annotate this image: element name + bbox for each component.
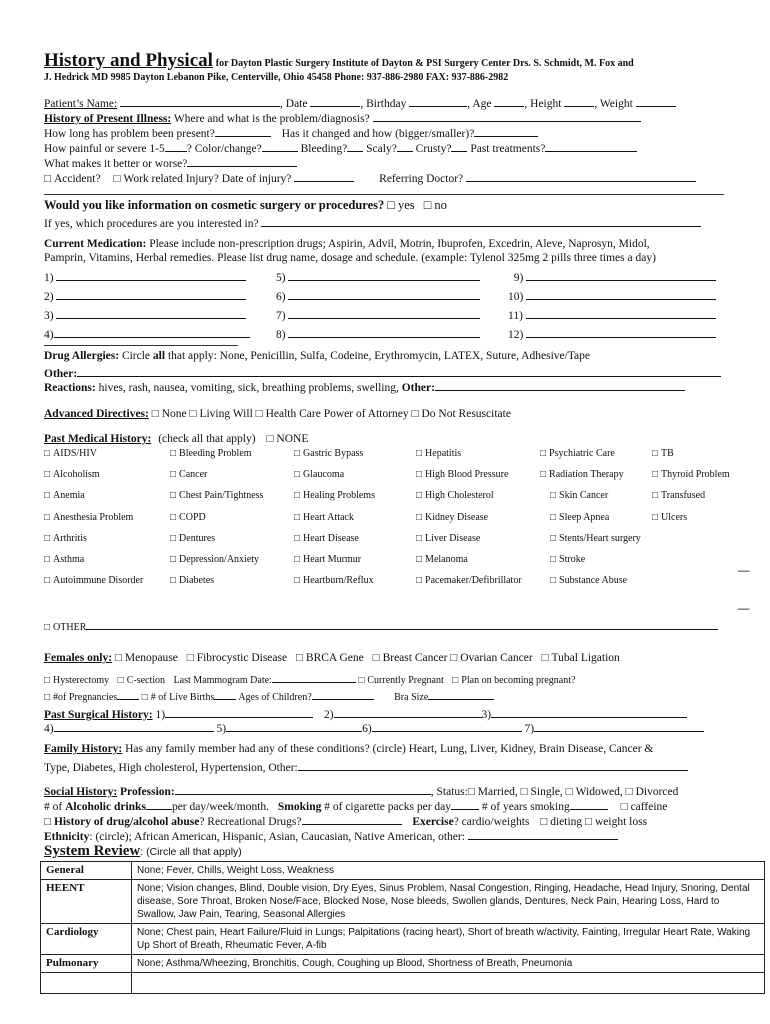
directives-row (44, 408, 511, 420)
header-line1: for Dayton Plastic Surgery Institute of Dayton & PSI Surgery Center Drs. S. Schmidt, M. Fox and (215, 58, 634, 69)
system-review-row (41, 880, 765, 924)
better-worse-question: What makes it better or worse? (44, 158, 188, 170)
treatments-question: Past treatments? (470, 143, 546, 155)
live-births-label: □ # of Live Births (142, 692, 215, 703)
medical-history-heading: Past Medical History: (44, 433, 152, 445)
condition-checkbox[interactable]: □ Melanoma (416, 554, 468, 565)
years-field[interactable] (570, 797, 608, 810)
bleeding-question: Bleeding? (300, 143, 348, 155)
exercise-label: Exercise (412, 816, 454, 828)
med-num: 6) (276, 291, 286, 303)
system-review-row (41, 862, 765, 880)
exercise-options: ? cardio/weights (453, 816, 530, 828)
alcohol-label-a: # of (44, 801, 63, 813)
ethnicity-label: Ethnicity (44, 831, 90, 843)
work-injury-checkbox[interactable]: □ Work related Injury? Date of injury? (113, 173, 291, 185)
condition-checkbox[interactable]: □ Heartburn/Reflux (294, 575, 374, 586)
medication-field[interactable] (56, 268, 246, 281)
surgery-field[interactable] (491, 705, 687, 718)
form-header (44, 50, 634, 72)
bleeding-field[interactable] (347, 139, 363, 152)
system-category: General (41, 862, 132, 880)
medication-heading: Current Medication: (44, 238, 147, 250)
surgery-field[interactable] (334, 705, 482, 718)
system-symptoms[interactable]: None; Chest pain, Heart Failure/Fluid in Lungs; Palpitations (racing heart), Short of breath w/activity, Fainting, Irregular Heart Rate, Waking Up Short of Breath, Rheumatic Fever, A-fib (132, 924, 765, 955)
fibrocystic-checkbox[interactable]: □ Fibrocystic Disease (187, 652, 287, 664)
divorced-checkbox[interactable]: □ Divorced (626, 786, 679, 798)
age-label: , Age (467, 98, 492, 110)
allergies-row (44, 350, 590, 362)
system-review-row (41, 973, 765, 994)
medication-text1: Please include non-prescription drugs; Aspirin, Advil, Motrin, Ibuprofen, Excedrin, Aleve, Naprosyn, Midol, (149, 238, 650, 250)
date-field[interactable] (310, 94, 360, 107)
allergies-other-field[interactable] (77, 364, 721, 377)
directive-poa-checkbox[interactable]: □ Health Care Power of Attorney (256, 408, 409, 420)
reactions-row (44, 378, 685, 394)
cosmetic-question: Would you like information on cosmetic surgery or procedures? (44, 198, 385, 212)
social-row3 (44, 812, 647, 828)
condition-checkbox[interactable]: □ Asthma (44, 554, 84, 565)
brca-checkbox[interactable]: □ BRCA Gene (296, 652, 364, 664)
condition-checkbox[interactable]: □ High Cholesterol (416, 490, 494, 501)
duration-question: How long has problem been present? (44, 128, 215, 140)
widowed-checkbox[interactable]: □ Widowed (566, 786, 620, 798)
condition-checkbox[interactable]: □ Bleeding Problem (170, 448, 252, 459)
med-num: 12) (508, 329, 524, 341)
system-symptoms[interactable] (132, 973, 765, 994)
medication-field[interactable] (526, 287, 716, 300)
females-row1 (44, 652, 620, 664)
condition-checkbox[interactable]: □ Pacemaker/Defibrillator (416, 575, 522, 586)
pain-field[interactable] (165, 139, 187, 152)
condition-checkbox[interactable]: □ Hepatitis (416, 448, 461, 459)
breast-cancer-checkbox[interactable]: □ Breast Cancer (373, 652, 448, 664)
abuse-checkbox[interactable]: □ History of drug/alcohol abuse (44, 816, 199, 828)
condition-checkbox[interactable]: □ Transfused (652, 490, 705, 501)
change-question: Has it changed and how (bigger/smaller)? (281, 128, 475, 140)
condition-checkbox[interactable]: □ Radiation Therapy (540, 469, 624, 480)
condition-checkbox[interactable]: □ Autoimmune Disorder (44, 575, 143, 586)
condition-checkbox[interactable]: □ Gastric Bypass (294, 448, 363, 459)
present-illness-q6 (44, 169, 696, 185)
condition-checkbox[interactable]: □ Stroke (550, 554, 585, 565)
mammogram-field[interactable] (272, 670, 356, 683)
present-illness-q5 (44, 154, 297, 170)
directive-dnr-checkbox[interactable]: □ Do Not Resuscitate (412, 408, 511, 420)
tubal-ligation-checkbox[interactable]: □ Tubal Ligation (542, 652, 620, 664)
family-text1: Has any family member had any of these conditions? (circle) Heart, Lung, Liver, Kidney, Brain Disease, Cancer & (125, 743, 654, 755)
surg-num: 2) (323, 709, 334, 721)
system-review-note: : (Circle all that apply) (140, 846, 242, 858)
medication-field[interactable] (526, 268, 716, 281)
medical-other-checkbox[interactable]: □ OTHER (44, 622, 86, 633)
pregnancies-label: □ #of Pregnancies (44, 692, 117, 703)
allergies-text-a: Circle (121, 350, 151, 362)
alcohol-label-b: Alcoholic drinks (65, 801, 146, 813)
females-heading: Females only: (44, 652, 113, 664)
csection-checkbox[interactable]: □ C-section (118, 675, 165, 686)
med-num: 7) (276, 310, 286, 322)
condition-checkbox[interactable]: □ Skin Cancer (550, 490, 608, 501)
alcohol-label-c: per day/week/month. (171, 801, 270, 813)
color-field[interactable] (262, 139, 298, 152)
allergies-text-all: all (152, 350, 166, 362)
ethnicity-other-field[interactable] (468, 827, 618, 840)
allergies-other-label: Other: (44, 368, 78, 380)
cosmetic-no-checkbox[interactable]: □ no (424, 198, 447, 212)
surgery-field[interactable] (165, 705, 313, 718)
change-field[interactable] (474, 124, 538, 137)
condition-checkbox[interactable]: □ Anemia (44, 490, 85, 501)
condition-checkbox[interactable]: □ Substance Abuse (550, 575, 627, 586)
system-review-heading-row (44, 843, 242, 860)
problem-field[interactable] (373, 109, 641, 122)
years-label: # of years smoking (481, 801, 570, 813)
condition-checkbox[interactable]: □ Anesthesia Problem (44, 512, 133, 523)
plan-pregnant-checkbox[interactable]: □ Plan on becoming pregnant? (452, 675, 575, 686)
medication-col1 (44, 268, 250, 344)
reactions-list: hives, rash, nausea, vomiting, sick, breathing problems, swelling, (98, 382, 399, 394)
medication-field[interactable] (288, 325, 480, 338)
treatments-field[interactable] (545, 139, 637, 152)
surg-num: 1) (155, 709, 166, 721)
condition-checkbox[interactable]: □ Ulcers (652, 512, 687, 523)
patient-name-label: Patient’s Name: (44, 98, 118, 110)
date-label: , Date (280, 98, 308, 110)
condition-checkbox[interactable]: □ COPD (170, 512, 206, 523)
medication-field[interactable] (526, 325, 716, 338)
condition-checkbox[interactable]: □ AIDS/HIV (44, 448, 97, 459)
present-illness-q2 (44, 124, 538, 140)
procedures-field[interactable] (261, 214, 701, 227)
surgery-field[interactable] (54, 719, 214, 732)
surg-num: 3) (481, 709, 492, 721)
medical-history-heading-row (44, 433, 308, 445)
med-num: 4) (44, 329, 54, 341)
scaly-field[interactable] (397, 139, 413, 152)
pregnant-checkbox[interactable]: □ Currently Pregnant (358, 675, 443, 686)
cosmetic-followup-row (44, 214, 701, 230)
medication-text2: Pamprin, Vitamins, Herbal remedies. Please list drug name, dosage and schedule. (example: Tylenol 325mg 2 pills three times a day) (44, 252, 656, 264)
packs-field[interactable] (451, 797, 479, 810)
condition-checkbox[interactable]: □ Psychiatric Care (540, 448, 615, 459)
condition-checkbox[interactable]: □ Heart Disease (294, 533, 359, 544)
allergies-heading: Drug Allergies: (44, 350, 120, 362)
condition-checkbox[interactable]: □ Heart Attack (294, 512, 354, 523)
accident-checkbox[interactable]: □ Accident? (44, 173, 101, 185)
system-review-heading: System Review (44, 843, 141, 859)
med-num: 9) (513, 272, 524, 284)
mammogram-label: Last Mammogram Date: (173, 675, 272, 686)
pain-question: How painful or severe 1-5 (44, 143, 165, 155)
med-num: 8) (276, 329, 286, 341)
hysterectomy-checkbox[interactable]: □ Hysterectomy (44, 675, 109, 686)
medication-field[interactable] (526, 306, 716, 319)
birthday-label: , Birthday (360, 98, 407, 110)
condition-checkbox[interactable]: □ Thyroid Problem (652, 469, 730, 480)
med-num: 5) (276, 272, 286, 284)
divider (44, 345, 238, 346)
cosmetic-yes-checkbox[interactable]: □ yes (387, 198, 414, 212)
menopause-checkbox[interactable]: □ Menopause (115, 652, 178, 664)
surgery-field[interactable] (226, 719, 362, 732)
condition-checkbox[interactable]: □ Cancer (170, 469, 207, 480)
bra-label: Bra Size (394, 692, 429, 703)
pregnancies-field[interactable] (117, 687, 139, 700)
referring-doctor-label: Referring Doctor? (379, 173, 464, 185)
condition-checkbox[interactable]: □ Liver Disease (416, 533, 480, 544)
reactions-other-field[interactable] (435, 378, 685, 391)
medication-col2 (276, 268, 480, 344)
reactions-other-label: Other: (401, 382, 435, 394)
females-row3 (44, 687, 494, 703)
medication-field[interactable] (288, 306, 480, 319)
med-num: 11) (508, 310, 523, 322)
cosmetic-followup: If yes, which procedures are you interested in? (44, 218, 259, 230)
social-heading: Social History: (44, 786, 118, 798)
patient-info-row (44, 94, 676, 110)
crusty-question: Crusty? (415, 143, 452, 155)
ethnicity-row (44, 827, 618, 843)
weight-loss-checkbox[interactable]: □ weight loss (585, 816, 647, 828)
cosmetic-question-row (44, 198, 447, 213)
med-num: 3) (44, 310, 54, 322)
condition-checkbox[interactable]: □ Dentures (170, 533, 215, 544)
system-category: Pulmonary (41, 955, 132, 973)
family-row2 (44, 758, 688, 774)
medication-text1-row (44, 238, 650, 250)
smoking-label: Smoking (277, 801, 322, 813)
condition-checkbox[interactable]: □ Diabetes (170, 575, 214, 586)
medical-history-note: (check all that apply) (158, 433, 256, 445)
weight-field[interactable] (636, 94, 676, 107)
recreational-field[interactable] (302, 812, 402, 825)
margin-mark: — (738, 603, 750, 615)
med-num: 2) (44, 291, 54, 303)
medication-field[interactable] (54, 325, 250, 338)
condition-checkbox[interactable]: □ Stents/Heart surgery (550, 533, 641, 544)
divider (44, 194, 724, 195)
birthday-field[interactable] (409, 94, 467, 107)
medication-field[interactable] (56, 287, 246, 300)
medical-none-checkbox[interactable]: □ NONE (266, 433, 308, 445)
medical-other-field[interactable] (86, 617, 718, 630)
crusty-field[interactable] (451, 139, 467, 152)
medical-other-row (44, 617, 718, 633)
margin-mark: — (738, 565, 750, 577)
color-question: ? Color/change? (186, 143, 262, 155)
condition-checkbox[interactable]: □ Healing Problems (294, 490, 375, 501)
family-text2: Type, Diabetes, High cholesterol, Hypertension, Other: (44, 762, 298, 774)
condition-checkbox[interactable]: □ Alcoholism (44, 469, 100, 480)
social-row1: Social History: Profession: , Status:□ Married, □ Single, □ Widowed, □ Divorced (44, 782, 678, 798)
system-review-table (40, 861, 765, 994)
header-line2: J. Hedrick MD 9985 Dayton Lebanon Pike, Centerville, Ohio 45458 Phone: 937-886-2980 FAX: 937-886-2982 (44, 72, 509, 83)
medication-col3 (508, 268, 716, 344)
profession-label: Profession: (120, 786, 175, 798)
present-illness-q4 (44, 139, 637, 155)
system-symptoms[interactable]: None; Asthma/Wheezing, Bronchitis, Cough, Coughing up Blood, Shortness of Breath, Pneumonia (132, 955, 765, 973)
reactions-label: Reactions: (44, 382, 96, 394)
weight-label: , Weight (594, 98, 633, 110)
females-row2 (44, 670, 575, 686)
injury-date-field[interactable] (294, 169, 354, 182)
surg-num: 5) (216, 723, 227, 735)
married-checkbox[interactable]: □ Married (468, 786, 515, 798)
live-births-field[interactable] (214, 687, 236, 700)
present-illness-heading: History of Present Illness: (44, 113, 172, 125)
height-label: , Height (524, 98, 562, 110)
smoking-packs-label: # of cigarette packs per day (324, 801, 452, 813)
ethnicity-text: : (circle); African American, Hispanic, Asian, Caucasian, Native American, other: (89, 831, 465, 843)
med-num: 1) (44, 272, 54, 284)
bra-field[interactable] (428, 687, 494, 700)
directive-living-will-checkbox[interactable]: □ Living Will (190, 408, 253, 420)
system-category: HEENT (41, 880, 132, 924)
surgery-field[interactable] (372, 719, 522, 732)
recreational-label: ? Recreational Drugs? (199, 816, 302, 828)
condition-checkbox[interactable]: □ High Blood Pressure (416, 469, 508, 480)
directives-heading: Advanced Directives: (44, 408, 149, 420)
medication-field[interactable] (288, 287, 480, 300)
system-category (41, 973, 132, 994)
single-checkbox[interactable]: □ Single (521, 786, 560, 798)
condition-checkbox[interactable]: □ Kidney Disease (416, 512, 488, 523)
present-illness-q1 (44, 109, 641, 125)
better-worse-field[interactable] (187, 154, 297, 167)
social-row2 (44, 797, 667, 813)
referring-doctor-field[interactable] (466, 169, 696, 182)
system-category: Cardiology (41, 924, 132, 955)
surg-num: 4) (44, 723, 54, 735)
condition-checkbox[interactable]: □ Depression/Anxiety (170, 554, 259, 565)
system-review-row (41, 955, 765, 973)
condition-checkbox[interactable]: □ Heart Murmur (294, 554, 361, 565)
family-heading: Family History: (44, 743, 123, 755)
duration-field[interactable] (215, 124, 271, 137)
alcohol-field[interactable] (146, 797, 172, 810)
allergies-list: that apply: None, Penicillin, Sulfa, Codeine, Erythromycin, LATEX, Suture, Adhesive/Tape (167, 350, 590, 362)
med-num: 10) (508, 291, 524, 303)
height-field[interactable] (564, 94, 594, 107)
condition-checkbox[interactable]: □ Arthritis (44, 533, 87, 544)
condition-checkbox[interactable]: □ TB (652, 448, 674, 459)
problem-question: Where and what is the problem/diagnosis? (173, 113, 370, 125)
dieting-checkbox[interactable]: □ dieting (540, 816, 582, 828)
medication-field[interactable] (56, 306, 246, 319)
caffeine-checkbox[interactable]: □ caffeine (621, 801, 668, 813)
surgical-heading: Past Surgical History: (44, 709, 153, 721)
surgical-row2 (44, 719, 704, 735)
directive-none-checkbox[interactable]: □ None (152, 408, 187, 420)
surg-num: 6) (362, 723, 372, 735)
system-symptoms[interactable]: None; Vision changes, Blind, Double vision, Dry Eyes, Sinus Problem, Nasal Congestion, Ringing, Headache, Head Injury, Snoring, Dental disease, Sore Throat, Broken Nose/Face, Blocked Nose, Nose bleeds, Swollen glands, Dentures, Neck Pain, Hearing Loss, Hard to Swallow, Jaw Pain, Tearing, Seasonal Allergies (132, 880, 765, 924)
surgery-field[interactable] (534, 719, 704, 732)
age-field[interactable] (494, 94, 524, 107)
form-title: History and Physical (44, 50, 213, 71)
family-other-field[interactable] (298, 758, 688, 771)
condition-checkbox[interactable]: □ Sleep Apnea (550, 512, 609, 523)
system-review-row (41, 924, 765, 955)
system-symptoms[interactable]: None; Fever, Chills, Weight Loss, Weakness (132, 862, 765, 880)
surg-num: 7) (524, 723, 535, 735)
patient-name-field[interactable] (120, 94, 280, 107)
ages-field[interactable] (312, 687, 374, 700)
condition-checkbox[interactable]: □ Chest Pain/Tightness (170, 490, 263, 501)
family-row1 (44, 743, 653, 755)
scaly-question: Scaly? (366, 143, 397, 155)
condition-checkbox[interactable]: □ Glaucoma (294, 469, 344, 480)
profession-field[interactable] (175, 782, 431, 795)
ages-label: Ages of Children? (238, 692, 312, 703)
status-label: , Status: (430, 786, 468, 798)
ovarian-cancer-checkbox[interactable]: □ Ovarian Cancer (450, 652, 532, 664)
medication-field[interactable] (288, 268, 480, 281)
